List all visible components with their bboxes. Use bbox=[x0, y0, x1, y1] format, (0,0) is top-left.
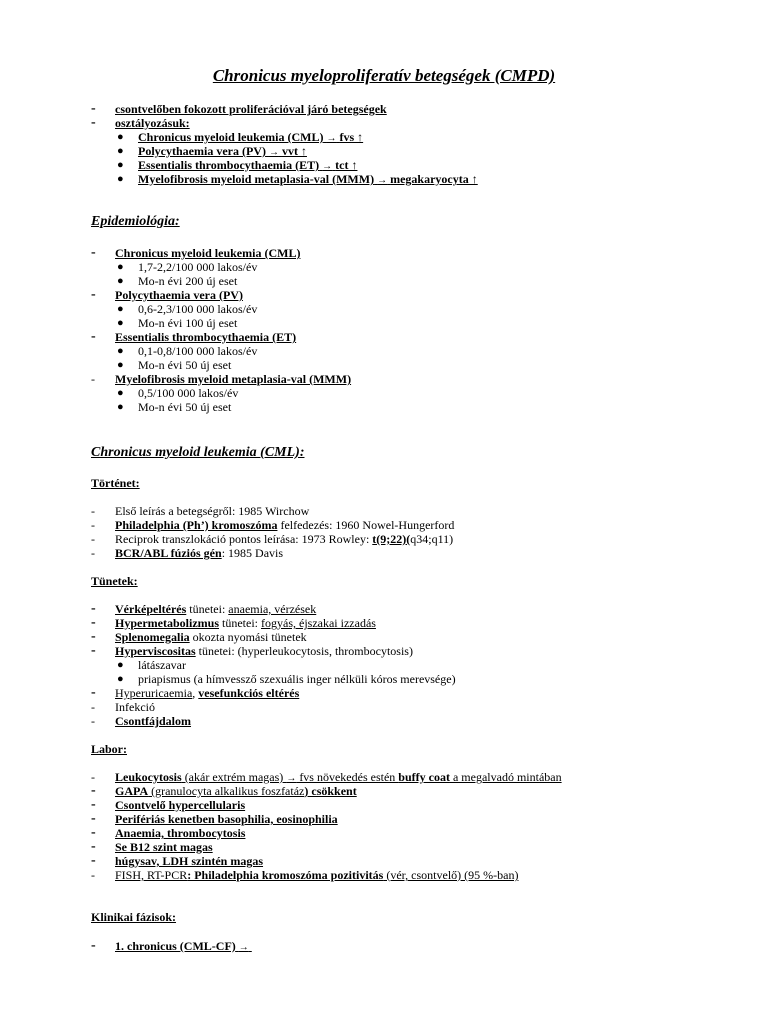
bullet-icon: ● bbox=[117, 145, 124, 157]
list-item-text: Reciprok transzlokáció pontos leírása: 1973 Rowley: t(9;22)(q34;q11) bbox=[115, 532, 454, 546]
list-item-text: húgysav, LDH szintén magas bbox=[115, 854, 264, 868]
list-item-text: Mo-n évi 100 új eset bbox=[138, 316, 238, 330]
subheading-phases: Klinikai fázisok: bbox=[91, 910, 177, 924]
bullet-icon: ● bbox=[117, 359, 124, 371]
dash-marker: - bbox=[91, 629, 96, 644]
dash-marker: - bbox=[91, 700, 95, 714]
bullet-icon: ● bbox=[117, 317, 124, 329]
list-item-text: Hypermetabolizmus tünetei: fogyás, éjszakai izzadás bbox=[115, 616, 376, 630]
list-item-text: Hyperuricaemia, vesefunkciós eltérés bbox=[115, 686, 300, 700]
list-item-text: 1,7-2,2/100 000 lakos/év bbox=[138, 260, 258, 274]
list-item-text: Leukocytosis (akár extrém magas) → fvs növekedés estén buffy coat a megalvadó mintában bbox=[115, 770, 562, 784]
list-item-text: GAPA (granulocyta alkalikus foszfatáz) csökkent bbox=[115, 784, 357, 798]
list-item-text: 1. chronicus (CML-CF) → bbox=[115, 939, 249, 953]
dash-marker: - bbox=[91, 825, 96, 840]
dash-marker: - bbox=[91, 329, 96, 344]
list-item-text: 0,5/100 000 lakos/év bbox=[138, 386, 239, 400]
dash-marker: - bbox=[91, 783, 96, 798]
dash-marker: - bbox=[91, 868, 95, 882]
dash-marker: - bbox=[91, 938, 96, 953]
subheading-history: Történet: bbox=[91, 476, 140, 490]
list-item-text: Polycythaemia vera (PV) bbox=[115, 288, 243, 302]
list-item-text: Myelofibrosis myeloid metaplasia-val (MMM) bbox=[115, 372, 352, 386]
list-item-text: 0,1-0,8/100 000 lakos/év bbox=[138, 344, 258, 358]
bullet-icon: ● bbox=[117, 345, 124, 357]
bullet-icon: ● bbox=[117, 401, 124, 413]
dash-marker: - bbox=[91, 811, 96, 826]
dash-marker: - bbox=[91, 372, 95, 386]
list-item-text: Csontfájdalom bbox=[115, 714, 192, 728]
dash-marker: - bbox=[91, 714, 95, 728]
dash-marker: - bbox=[91, 101, 96, 116]
list-item-text: Se B12 szint magas bbox=[115, 840, 213, 854]
section-heading-cml: Chronicus myeloid leukemia (CML): bbox=[91, 445, 305, 460]
list-item-text: Philadelphia (Ph’) kromoszóma felfedezés: 1960 Nowel-Hungerford bbox=[115, 518, 455, 532]
list-item-text: priapismus (a hímvessző szexuális inger nélküli kóros merevsége) bbox=[138, 672, 456, 686]
bullet-icon: ● bbox=[117, 659, 124, 671]
subheading-symptoms: Tünetek: bbox=[91, 574, 138, 588]
dash-marker: - bbox=[91, 797, 96, 812]
list-item-text: Vérképeltérés tünetei: anaemia, vérzések bbox=[115, 602, 317, 616]
dash-marker: - bbox=[91, 287, 96, 302]
list-item-text: Chronicus myeloid leukemia (CML) bbox=[115, 246, 301, 260]
dash-marker: - bbox=[91, 532, 95, 546]
dash-marker: - bbox=[91, 601, 96, 616]
dash-marker: - bbox=[91, 643, 96, 658]
list-item-text: Mo-n évi 50 új eset bbox=[138, 358, 232, 372]
dash-marker: - bbox=[91, 245, 96, 260]
dash-marker: - bbox=[91, 770, 95, 784]
bullet-icon: ● bbox=[117, 275, 124, 287]
section-heading-epidemiology: Epidemiológia: bbox=[91, 214, 180, 229]
dash-marker: - bbox=[91, 853, 96, 868]
list-item-text: Splenomegalia okozta nyomási tünetek bbox=[115, 630, 307, 644]
list-item-text: Essentialis thrombocythaemia (ET) → tct ↑ bbox=[138, 158, 358, 172]
dash-marker: - bbox=[91, 115, 96, 130]
list-item-text: Mo-n évi 200 új eset bbox=[138, 274, 238, 288]
dash-marker: - bbox=[91, 685, 96, 700]
list-item-text: Polycythaemia vera (PV) → vvt ↑ bbox=[138, 144, 307, 158]
dash-marker: - bbox=[91, 546, 95, 560]
dash-marker: - bbox=[91, 839, 96, 854]
dash-marker: - bbox=[91, 504, 95, 518]
bullet-icon: ● bbox=[117, 387, 124, 399]
list-item-text: Infekció bbox=[115, 700, 155, 714]
list-item-text: Hyperviscositas tünetei: (hyperleukocytosis, thrombocytosis) bbox=[115, 644, 413, 658]
bullet-icon: ● bbox=[117, 673, 124, 685]
list-item-text: Myelofibrosis myeloid metaplasia-val (MMM) → megakaryocyta ↑ bbox=[138, 172, 478, 186]
bullet-icon: ● bbox=[117, 131, 124, 143]
subheading-labor: Labor: bbox=[91, 742, 127, 756]
list-item-text: csontvelőben fokozott proliferációval járó betegségek bbox=[115, 102, 387, 116]
list-item-text: Essentialis thrombocythaemia (ET) bbox=[115, 330, 297, 344]
list-item-text: Perifériás kenetben basophilia, eosinophilia bbox=[115, 812, 338, 826]
bullet-icon: ● bbox=[117, 173, 124, 185]
list-item-text: Mo-n évi 50 új eset bbox=[138, 400, 232, 414]
list-item-text: látászavar bbox=[138, 658, 186, 672]
list-item-text: Csontvelő hypercellularis bbox=[115, 798, 246, 812]
list-item-text: FISH, RT-PCR: Philadelphia kromoszóma pozitivitás (vér, csontvelő) (95 %-ban) bbox=[115, 868, 519, 882]
list-item-text: Első leírás a betegségről: 1985 Wirchow bbox=[115, 504, 310, 518]
bullet-icon: ● bbox=[117, 303, 124, 315]
bullet-icon: ● bbox=[117, 261, 124, 273]
list-item-text: BCR/ABL fúziós gén: 1985 Davis bbox=[115, 546, 284, 560]
list-item-text: Anaemia, thrombocytosis bbox=[115, 826, 246, 840]
list-item-text: osztályozásuk: bbox=[115, 116, 190, 130]
dash-marker: - bbox=[91, 518, 95, 532]
bullet-icon: ● bbox=[117, 159, 124, 171]
list-item-text: Chronicus myeloid leukemia (CML) → fvs ↑ bbox=[138, 130, 364, 144]
page-title: Chronicus myeloproliferatív betegségek (CMPD) bbox=[212, 66, 556, 85]
list-item-text: 0,6-2,3/100 000 lakos/év bbox=[138, 302, 258, 316]
dash-marker: - bbox=[91, 615, 96, 630]
